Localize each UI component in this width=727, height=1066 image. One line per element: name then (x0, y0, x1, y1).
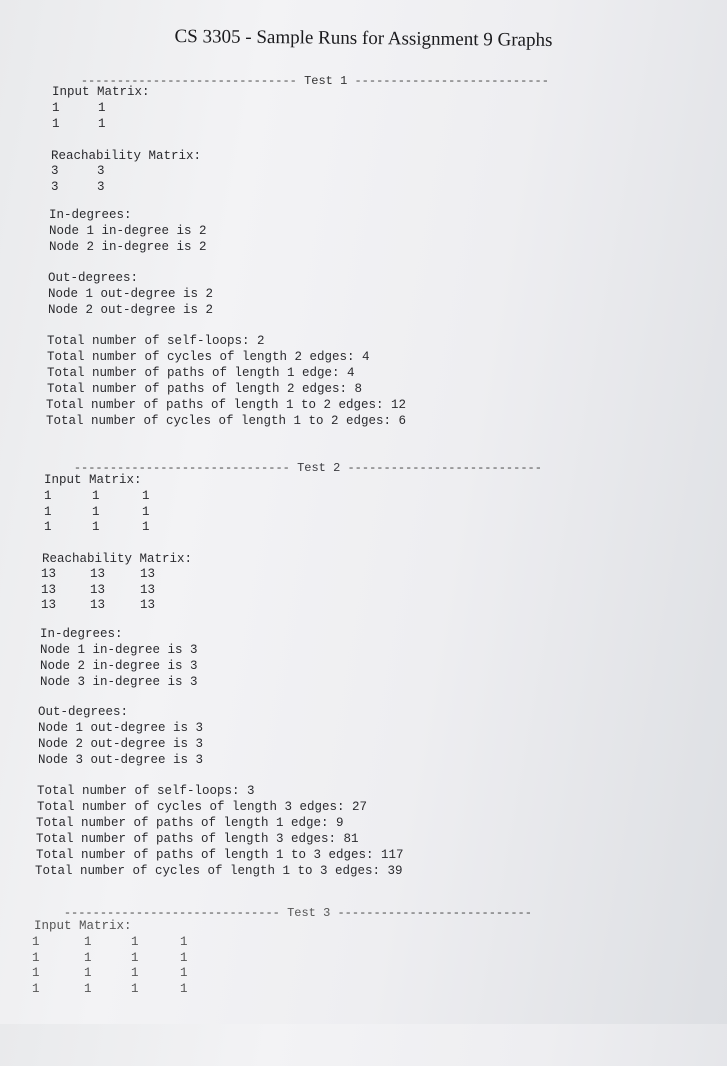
test-1-input-label: Input Matrix: (52, 85, 150, 99)
test-1-input-matrix (52, 101, 106, 132)
matrix-cell: 13 (90, 567, 106, 581)
test-1-in-label: In-degrees: (49, 208, 132, 222)
matrix-cell: 3 (51, 179, 59, 194)
test-2-total: Total number of paths of length 3 edges: 81 (36, 832, 359, 846)
matrix-cell: 13 (140, 598, 156, 612)
test-1-reach-label: Reachability Matrix: (51, 149, 202, 163)
matrix-cell: 1 (92, 504, 100, 519)
matrix-cell: 1 (84, 935, 92, 949)
matrix-cell: 1 (98, 101, 106, 115)
separator-dashes-right: --------------------------- (337, 906, 532, 920)
test-1-total: Total number of paths of length 1 edge: 4 (47, 366, 355, 380)
matrix-row (51, 179, 105, 196)
test-1-out-label: Out-degrees: (48, 271, 139, 285)
test-2-total: Total number of self-loops: 3 (37, 784, 255, 798)
test-1-total: Total number of paths of length 1 to 2 edges: 12 (46, 398, 407, 412)
matrix-cell: 13 (90, 598, 106, 612)
separator-dashes-right: --------------------------- (347, 461, 542, 475)
matrix-cell: 13 (140, 567, 156, 581)
matrix-cell: 1 (52, 101, 60, 115)
test-3-label: Test 3 (287, 906, 331, 920)
test-2-label: Test 2 (297, 461, 341, 475)
test-2-reach-matrix (41, 567, 156, 614)
test-2-input-matrix (44, 489, 150, 536)
matrix-cell: 1 (180, 966, 188, 980)
test-2-total: Total number of paths of length 1 to 3 edges: 117 (36, 848, 404, 862)
test-1-label: Test 1 (304, 74, 348, 88)
test-2-in-line: Node 2 in-degree is 3 (40, 659, 198, 673)
matrix-cell: 1 (84, 950, 92, 965)
test-3-input-label: Input Matrix: (34, 919, 132, 933)
matrix-row (52, 101, 106, 117)
matrix-cell: 1 (92, 489, 100, 503)
matrix-cell: 1 (98, 116, 106, 131)
matrix-row (44, 489, 150, 505)
matrix-cell: 1 (131, 935, 139, 949)
separator-dashes-right: --------------------------- (354, 74, 549, 88)
matrix-row (41, 582, 156, 599)
matrix-cell: 3 (51, 164, 59, 178)
separator-dashes-left: ------------------------------ (73, 461, 290, 475)
test-2-reach-label: Reachability Matrix: (42, 552, 193, 566)
test-1-out-line: Node 2 out-degree is 2 (48, 303, 214, 317)
matrix-row (41, 598, 156, 614)
matrix-cell: 1 (32, 950, 40, 965)
matrix-row (32, 935, 188, 951)
matrix-row (51, 164, 105, 180)
matrix-cell: 1 (44, 520, 52, 534)
matrix-cell: 1 (84, 981, 92, 996)
test-1-total: Total number of self-loops: 2 (47, 334, 265, 348)
matrix-cell: 1 (180, 981, 188, 996)
separator-dashes-left: ------------------------------ (63, 906, 280, 920)
matrix-cell: 1 (180, 950, 188, 965)
matrix-cell: 1 (44, 489, 52, 503)
matrix-row (52, 116, 106, 133)
test-1-reach-matrix (51, 164, 105, 195)
test-2-total: Total number of paths of length 1 edge: 9 (36, 816, 344, 830)
matrix-cell: 1 (84, 966, 92, 980)
test-2-in-line: Node 1 in-degree is 3 (40, 643, 198, 657)
matrix-cell: 1 (142, 489, 150, 503)
test-2-input-label: Input Matrix: (44, 473, 142, 487)
test-3-input-matrix (32, 935, 188, 997)
matrix-cell: 1 (131, 950, 139, 965)
matrix-row (32, 950, 188, 967)
test-2-out-line: Node 3 out-degree is 3 (38, 753, 204, 767)
matrix-cell: 3 (97, 179, 105, 194)
matrix-cell: 1 (32, 966, 40, 980)
separator-dashes-left: ------------------------------ (80, 74, 297, 88)
test-1-out-line: Node 1 out-degree is 2 (48, 287, 214, 301)
test-1-total: Total number of paths of length 2 edges: 8 (47, 382, 363, 396)
matrix-row (41, 567, 156, 583)
matrix-cell: 1 (180, 935, 188, 949)
matrix-cell: 13 (41, 598, 57, 612)
matrix-cell: 1 (131, 966, 139, 980)
matrix-cell: 13 (41, 567, 57, 581)
matrix-cell: 1 (142, 504, 150, 519)
matrix-row (44, 504, 150, 521)
test-1-total: Total number of cycles of length 1 to 2 edges: 6 (46, 414, 407, 428)
matrix-row (32, 981, 188, 998)
matrix-cell: 1 (44, 504, 52, 519)
test-2-out-line: Node 2 out-degree is 3 (38, 737, 204, 751)
matrix-cell: 1 (131, 981, 139, 996)
matrix-row (32, 966, 188, 982)
test-1-in-line: Node 1 in-degree is 2 (49, 224, 207, 238)
matrix-cell: 13 (90, 582, 106, 597)
matrix-cell: 1 (142, 520, 150, 534)
test-2-in-label: In-degrees: (40, 627, 123, 641)
page-title: CS 3305 - Sample Runs for Assignment 9 Graphs (174, 26, 553, 51)
test-2-total: Total number of cycles of length 1 to 3 edges: 39 (35, 864, 403, 878)
test-2-in-line: Node 3 in-degree is 3 (40, 675, 198, 689)
matrix-cell: 3 (97, 164, 105, 178)
matrix-cell: 1 (52, 116, 60, 131)
matrix-row (44, 520, 150, 536)
matrix-cell: 13 (140, 582, 156, 597)
test-2-out-label: Out-degrees: (38, 705, 129, 719)
test-2-out-line: Node 1 out-degree is 3 (38, 721, 204, 735)
matrix-cell: 1 (32, 935, 40, 949)
test-2-total: Total number of cycles of length 3 edges: 27 (37, 800, 368, 814)
matrix-cell: 13 (41, 582, 57, 597)
test-1-total: Total number of cycles of length 2 edges: 4 (47, 350, 370, 364)
test-1-in-line: Node 2 in-degree is 2 (49, 240, 207, 254)
matrix-cell: 1 (32, 981, 40, 996)
matrix-cell: 1 (92, 520, 100, 534)
